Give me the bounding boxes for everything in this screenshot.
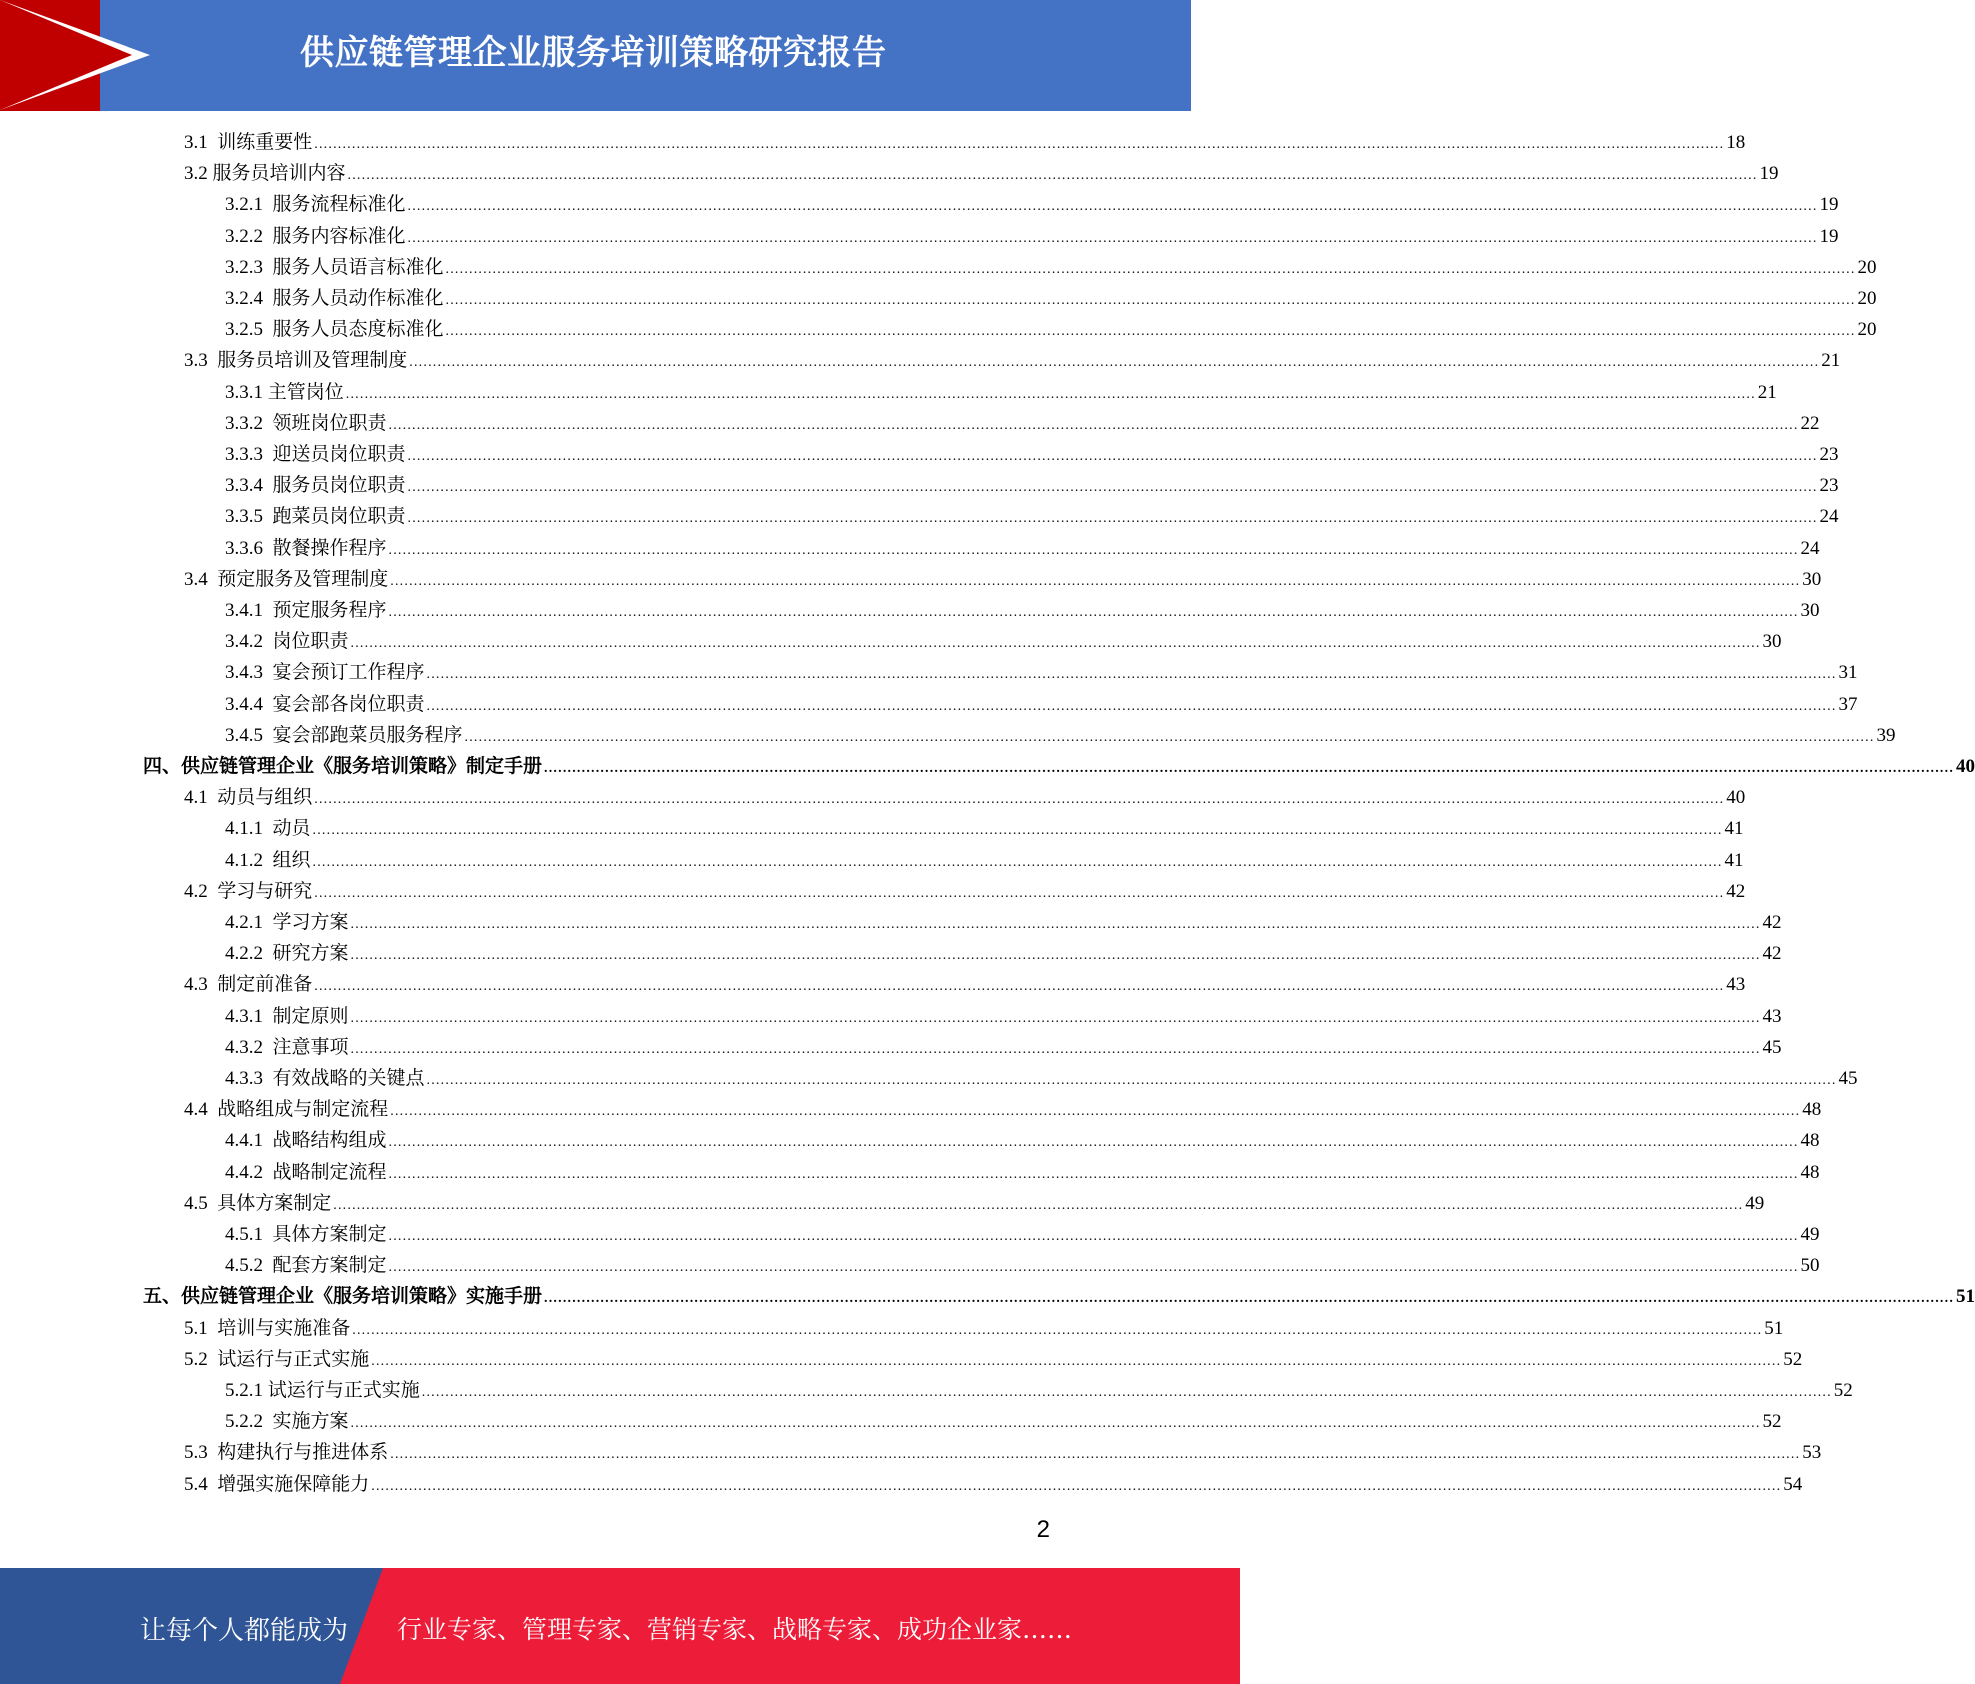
toc-entry-link[interactable] [225,938,1782,969]
toc-row [0,127,1746,158]
toc-entry-page: 49 [1745,1192,1765,1214]
toc-entry-label: 3.3.4 服务员岗位职责 [225,475,406,497]
toc-entry-page: 30 [1800,600,1820,621]
toc-row [0,1250,1820,1281]
toc-entry-link[interactable] [225,845,1744,876]
toc-leader-dots: ............................................................................................................................................................................................................................................................................................................ [544,1291,1955,1307]
toc-leader-dots: ............................................................................................................................................................................................................................................................................................................ [350,1010,1761,1026]
toc-entry-page: 51 [1764,1317,1784,1339]
toc-entry-label: 4.2.1 学习方案 [225,912,349,933]
toc-entry-page: 50 [1800,1255,1820,1277]
toc-leader-dots: ............................................................................................................................................................................................................................................................................................................ [464,729,1875,745]
toc-entry-link[interactable] [184,969,1746,1000]
toc-entry-label: 3.2.2 服务内容标准化 [225,225,406,247]
toc-leader-dots: ............................................................................................................................................................................................................................................................................................................ [407,199,1818,215]
toc-leader-dots: ............................................................................................................................................................................................................................................................................................................ [426,667,1837,683]
toc-entry-link[interactable] [225,907,1782,938]
toc-entry-label: 3.4.5 宴会部跑菜员服务程序 [225,724,463,746]
toc-leader-dots: ............................................................................................................................................................................................................................................................................................................ [314,137,1725,152]
toc-entry-page: 39 [1876,724,1896,746]
toc-row [0,1157,1820,1188]
toc-entry-label: 3.3.6 散餐操作程序 [225,537,387,559]
toc-row [0,1313,1784,1344]
toc-entry-page: 30 [1762,631,1782,653]
toc-row [0,1469,1803,1500]
toc-row [0,657,1858,688]
toc-leader-dots: ............................................................................................................................................................................................................................................................................................................ [390,573,1801,589]
toc-entry-link[interactable] [225,1375,1853,1406]
toc-entry-page: 41 [1724,818,1744,840]
toc-entry-link[interactable] [225,720,1896,751]
toc-entry-page: 41 [1724,849,1744,871]
toc-entry-label: 3.3.2 领班岗位职责 [225,412,387,434]
toc-leader-dots: ............................................................................................................................................................................................................................................................................................................ [314,792,1725,808]
toc-row [0,1125,1820,1156]
toc-row [0,969,1746,1000]
toc-entry-page: 48 [1800,1161,1820,1183]
toc-entry-page: 43 [1762,1005,1782,1027]
toc-entry-label: 4.3.2 注意事项 [225,1036,349,1058]
toc-entry-page: 40 [1726,787,1746,809]
toc-leader-dots: ............................................................................................................................................................................................................................................................................................................ [312,823,1723,839]
toc-entry-link[interactable] [225,501,1839,532]
toc-leader-dots: ............................................................................................................................................................................................................................................................................................................ [350,948,1761,964]
toc-entry-page: 52 [1762,1411,1782,1433]
toc-row [0,1032,1782,1063]
toc-entry-link[interactable] [225,408,1820,439]
toc-entry-page: 42 [1762,943,1782,965]
toc-entry-label: 3.2.3 服务人员语言标准化 [225,256,444,278]
toc-entry-label: 五、供应链管理企业《服务培训策略》实施手册 [143,1286,543,1308]
toc-entry-label: 4.4.2 战略制定流程 [225,1161,387,1183]
toc-entry-link[interactable] [225,1406,1782,1437]
toc-entry-link[interactable] [184,1344,1803,1375]
toc-leader-dots: ............................................................................................................................................................................................................................................................................................................ [390,1447,1801,1463]
toc-leader-dots: ............................................................................................................................................................................................................................................................................................................ [388,1260,1799,1276]
toc-entry-link[interactable] [225,439,1839,470]
toc-entry-page: 21 [1821,350,1841,372]
toc-entry-link[interactable] [184,782,1746,813]
toc-leader-dots: ............................................................................................................................................................................................................................................................................................................ [312,854,1723,870]
toc-leader-dots: ............................................................................................................................................................................................................................................................................................................ [388,417,1799,433]
toc-leader-dots: ............................................................................................................................................................................................................................................................................................................ [407,449,1818,464]
toc-entry-page: 19 [1819,225,1839,247]
toc-row [0,626,1782,657]
toc-entry-page: 30 [1802,568,1822,590]
toc-entry-label: 3.3.1 主管岗位 [225,381,344,403]
toc-row [0,1001,1782,1032]
toc-entry-link[interactable] [225,221,1839,252]
toc-entry-link[interactable] [225,470,1839,501]
toc-entry-link[interactable] [184,1094,1822,1125]
toc-entry-page: 52 [1783,1348,1803,1370]
toc-entry-label: 5.1 培训与实施准备 [184,1317,351,1339]
toc-entry-link[interactable] [225,533,1820,564]
toc-entry-label: 3.4.2 岗位职责 [225,631,349,653]
toc-leader-dots: ............................................................................................................................................................................................................................................................................................................ [388,605,1799,620]
toc-entry-label: 3.4 预定服务及管理制度 [184,568,389,590]
toc-row [0,1281,1975,1312]
toc-entry-label: 3.2.5 服务人员态度标准化 [225,319,444,341]
toc-leader-dots: ............................................................................................................................................................................................................................................................................................................ [347,168,1758,184]
toc-row [0,938,1782,969]
footer-slogan-right: 行业专家、管理专家、营销专家、战略专家、成功企业家…… [397,1615,1073,1644]
toc-entry-link[interactable] [184,345,1841,376]
toc-row [0,782,1746,813]
toc-entry-link[interactable] [225,1032,1782,1063]
toc-row [0,158,1779,189]
toc-entry-page: 23 [1819,444,1839,465]
toc-entry-label: 3.3.5 跑菜员岗位职责 [225,506,406,528]
footer-slogan-left: 让每个人都能成为 [140,1616,349,1646]
toc-entry-link[interactable] [225,1219,1820,1250]
toc-entry-label: 4.3.3 有效战略的关键点 [225,1068,425,1089]
toc-leader-dots: ............................................................................................................................................................................................................................................................................................................ [445,293,1856,308]
toc-row [0,845,1744,876]
header-arrow-icon [0,0,132,110]
toc-entry-page: 22 [1800,412,1820,434]
toc-entry-label: 5.4 增强实施保障能力 [184,1473,370,1495]
toc-row [0,345,1841,376]
toc-entry-label: 3.3 服务员培训及管理制度 [184,350,408,372]
toc-entry-label: 四、供应链管理企业《服务培训策略》制定手册 [143,756,543,777]
toc-leader-dots: ............................................................................................................................................................................................................................................................................................................ [388,1135,1799,1151]
toc-entry-label: 4.5.2 配套方案制定 [225,1255,387,1277]
toc-entry-page: 37 [1838,693,1858,715]
toc-row [0,1219,1820,1250]
toc-row [0,876,1746,907]
toc-entry-page: 45 [1762,1036,1782,1058]
toc-entry-link[interactable] [225,1125,1820,1156]
toc-entry-link[interactable] [184,1437,1822,1468]
toc-leader-dots: ............................................................................................................................................................................................................................................................................................................ [314,979,1725,995]
toc-entry-link[interactable] [225,1157,1820,1188]
toc-entry-link[interactable] [225,595,1820,626]
toc-row [0,221,1839,252]
toc-leader-dots: ............................................................................................................................................................................................................................................................................................................ [345,386,1756,402]
toc-entry-page: 23 [1819,475,1839,497]
toc-row [0,720,1896,751]
toc-entry-label: 5.2.1 试运行与正式实施 [225,1380,420,1401]
toc-entry-link[interactable] [225,252,1877,283]
page-header [0,0,1191,111]
toc-leader-dots: ............................................................................................................................................................................................................................................................................................................ [371,1353,1782,1369]
toc-entry-label: 3.4.1 预定服务程序 [225,600,387,621]
toc-leader-dots: ............................................................................................................................................................................................................................................................................................................ [407,511,1818,527]
toc-entry-page: 20 [1857,288,1877,309]
toc-row [0,283,1877,314]
toc-row [0,564,1822,595]
toc-row [0,1344,1803,1375]
toc-row [0,314,1877,345]
toc-entry-label: 4.2.2 研究方案 [225,943,349,965]
toc-entry-link[interactable] [184,876,1746,907]
toc-leader-dots: ............................................................................................................................................................................................................................................................................................................ [426,1073,1837,1088]
toc-entry-link[interactable] [225,813,1744,844]
toc-entry-label: 3.2 服务员培训内容 [184,163,346,185]
toc-leader-dots: ............................................................................................................................................................................................................................................................................................................ [350,1041,1761,1057]
toc-row [0,377,1777,408]
toc-row [0,907,1782,938]
toc-row [0,751,1975,782]
toc-entry-page: 45 [1838,1068,1858,1089]
toc-entry-page: 21 [1757,381,1777,403]
toc-entry-link[interactable] [225,657,1858,688]
toc-entry-label: 3.1 训练重要性 [184,132,313,153]
toc-entry-page: 53 [1802,1442,1822,1464]
toc-leader-dots: ............................................................................................................................................................................................................................................................................................................ [407,480,1818,496]
toc-row [0,813,1744,844]
toc-row [0,533,1820,564]
toc-entry-label: 4.3 制定前准备 [184,974,313,996]
toc-row [0,1437,1822,1468]
toc-row [0,1406,1782,1437]
toc-entry-link[interactable] [184,127,1746,158]
toc-entry-link[interactable] [143,1281,1975,1312]
toc-row [0,470,1839,501]
toc-row [0,595,1820,626]
toc-entry-page: 48 [1802,1099,1822,1121]
toc-row [0,1063,1858,1094]
toc-row [0,252,1877,283]
toc-leader-dots: ............................................................................................................................................................................................................................................................................................................ [445,324,1856,340]
toc-row [0,689,1858,720]
page-footer [0,1568,1191,1684]
toc-row [0,189,1839,220]
toc-entry-label: 4.4 战略组成与制定流程 [184,1099,389,1121]
toc-leader-dots: ............................................................................................................................................................................................................................................................................................................ [371,1478,1782,1494]
toc-row [0,1188,1765,1219]
toc-leader-dots: ............................................................................................................................................................................................................................................................................................................ [352,1322,1763,1338]
toc-leader-dots: ............................................................................................................................................................................................................................................................................................................ [390,1104,1801,1120]
toc-entry-label: 3.3.3 迎送员岗位职责 [225,444,406,465]
toc-row [0,1375,1853,1406]
toc-entry-page: 48 [1800,1130,1820,1152]
toc-entry-label: 4.1.1 动员 [225,818,311,840]
toc-entry-page: 19 [1759,163,1779,185]
toc-entry-link[interactable] [184,1188,1765,1219]
toc-entry-page: 20 [1857,256,1877,278]
toc-entry-link[interactable] [184,158,1779,189]
toc-entry-page: 19 [1819,194,1839,216]
toc-leader-dots: ............................................................................................................................................................................................................................................................................................................ [350,636,1761,652]
toc-leader-dots: ............................................................................................................................................................................................................................................................................................................ [445,261,1856,277]
toc-entry-label: 4.5 具体方案制定 [184,1192,332,1214]
toc-entry-label: 5.3 构建执行与推进体系 [184,1442,389,1464]
toc-leader-dots: ............................................................................................................................................................................................................................................................................................................ [407,230,1818,246]
toc-entry-page: 43 [1726,974,1746,996]
toc-leader-dots: ............................................................................................................................................................................................................................................................................................................ [350,1416,1761,1432]
toc-entry-link[interactable] [225,314,1877,345]
toc-row [0,1094,1822,1125]
toc-entry-link[interactable] [184,564,1822,595]
toc-entry-link[interactable] [225,283,1877,314]
toc-leader-dots: ............................................................................................................................................................................................................................................................................................................ [350,917,1761,932]
toc-leader-dots: ............................................................................................................................................................................................................................................................................................................ [314,885,1725,901]
toc-entry-label: 3.2.1 服务流程标准化 [225,194,406,216]
toc-leader-dots: ............................................................................................................................................................................................................................................................................................................ [388,1229,1799,1244]
toc-entry-page: 18 [1726,132,1746,153]
toc-entry-page: 52 [1833,1380,1853,1401]
toc-leader-dots: ............................................................................................................................................................................................................................................................................................................ [426,698,1837,714]
toc-entry-label: 3.4.3 宴会预订工作程序 [225,662,425,684]
page-number: 2 [1036,1516,1050,1543]
toc-entry-label: 4.3.1 制定原则 [225,1005,349,1027]
toc-entry-label: 5.2.2 实施方案 [225,1411,349,1433]
toc-entry-link[interactable] [184,1313,1784,1344]
toc-entry-page: 49 [1800,1224,1820,1245]
toc-entry-link[interactable] [225,1001,1782,1032]
toc-entry-link[interactable] [225,189,1839,220]
toc-entry-label: 4.4.1 战略结构组成 [225,1130,387,1152]
toc-entry-label: 3.2.4 服务人员动作标准化 [225,288,444,309]
toc-row [0,439,1839,470]
toc-entry-page: 54 [1783,1473,1803,1495]
toc-entry-page: 20 [1857,319,1877,341]
toc-leader-dots: ............................................................................................................................................................................................................................................................................................................ [333,1197,1744,1213]
toc-entry-label: 4.1 动员与组织 [184,787,313,809]
toc-entry-link[interactable] [225,689,1858,720]
toc-leader-dots: ............................................................................................................................................................................................................................................................................................................ [544,761,1955,776]
toc-entry-link[interactable] [225,1063,1858,1094]
toc-entry-label: 4.5.1 具体方案制定 [225,1224,387,1245]
toc-entry-label: 4.2 学习与研究 [184,880,313,902]
toc-entry-link[interactable] [184,1469,1803,1500]
toc-leader-dots: ............................................................................................................................................................................................................................................................................................................ [409,355,1820,371]
report-title: 供应链管理企业服务培训策略研究报告 [300,33,887,73]
toc-entry-link[interactable] [225,626,1782,657]
toc-entry-page: 42 [1726,880,1746,902]
toc-row [0,408,1820,439]
toc-entry-page: 42 [1762,912,1782,933]
toc-entry-link[interactable] [225,377,1777,408]
toc-entry-link[interactable] [225,1250,1820,1281]
toc-leader-dots: ............................................................................................................................................................................................................................................................................................................ [388,1166,1799,1182]
toc-entry-page: 31 [1838,662,1858,684]
toc-entry-label: 3.4.4 宴会部各岗位职责 [225,693,425,715]
toc-entry-page: 40 [1956,756,1975,777]
toc-entry-label: 4.1.2 组织 [225,849,311,871]
toc-entry-link[interactable] [143,751,1975,782]
toc-entry-page: 51 [1956,1286,1975,1308]
toc-entry-page: 24 [1819,506,1839,528]
toc-entry-page: 24 [1800,537,1820,559]
toc-entry-label: 5.2 试运行与正式实施 [184,1348,370,1370]
toc-leader-dots: ............................................................................................................................................................................................................................................................................................................ [388,542,1799,558]
toc-row [0,501,1839,532]
toc-leader-dots: ............................................................................................................................................................................................................................................................................................................ [421,1385,1832,1400]
